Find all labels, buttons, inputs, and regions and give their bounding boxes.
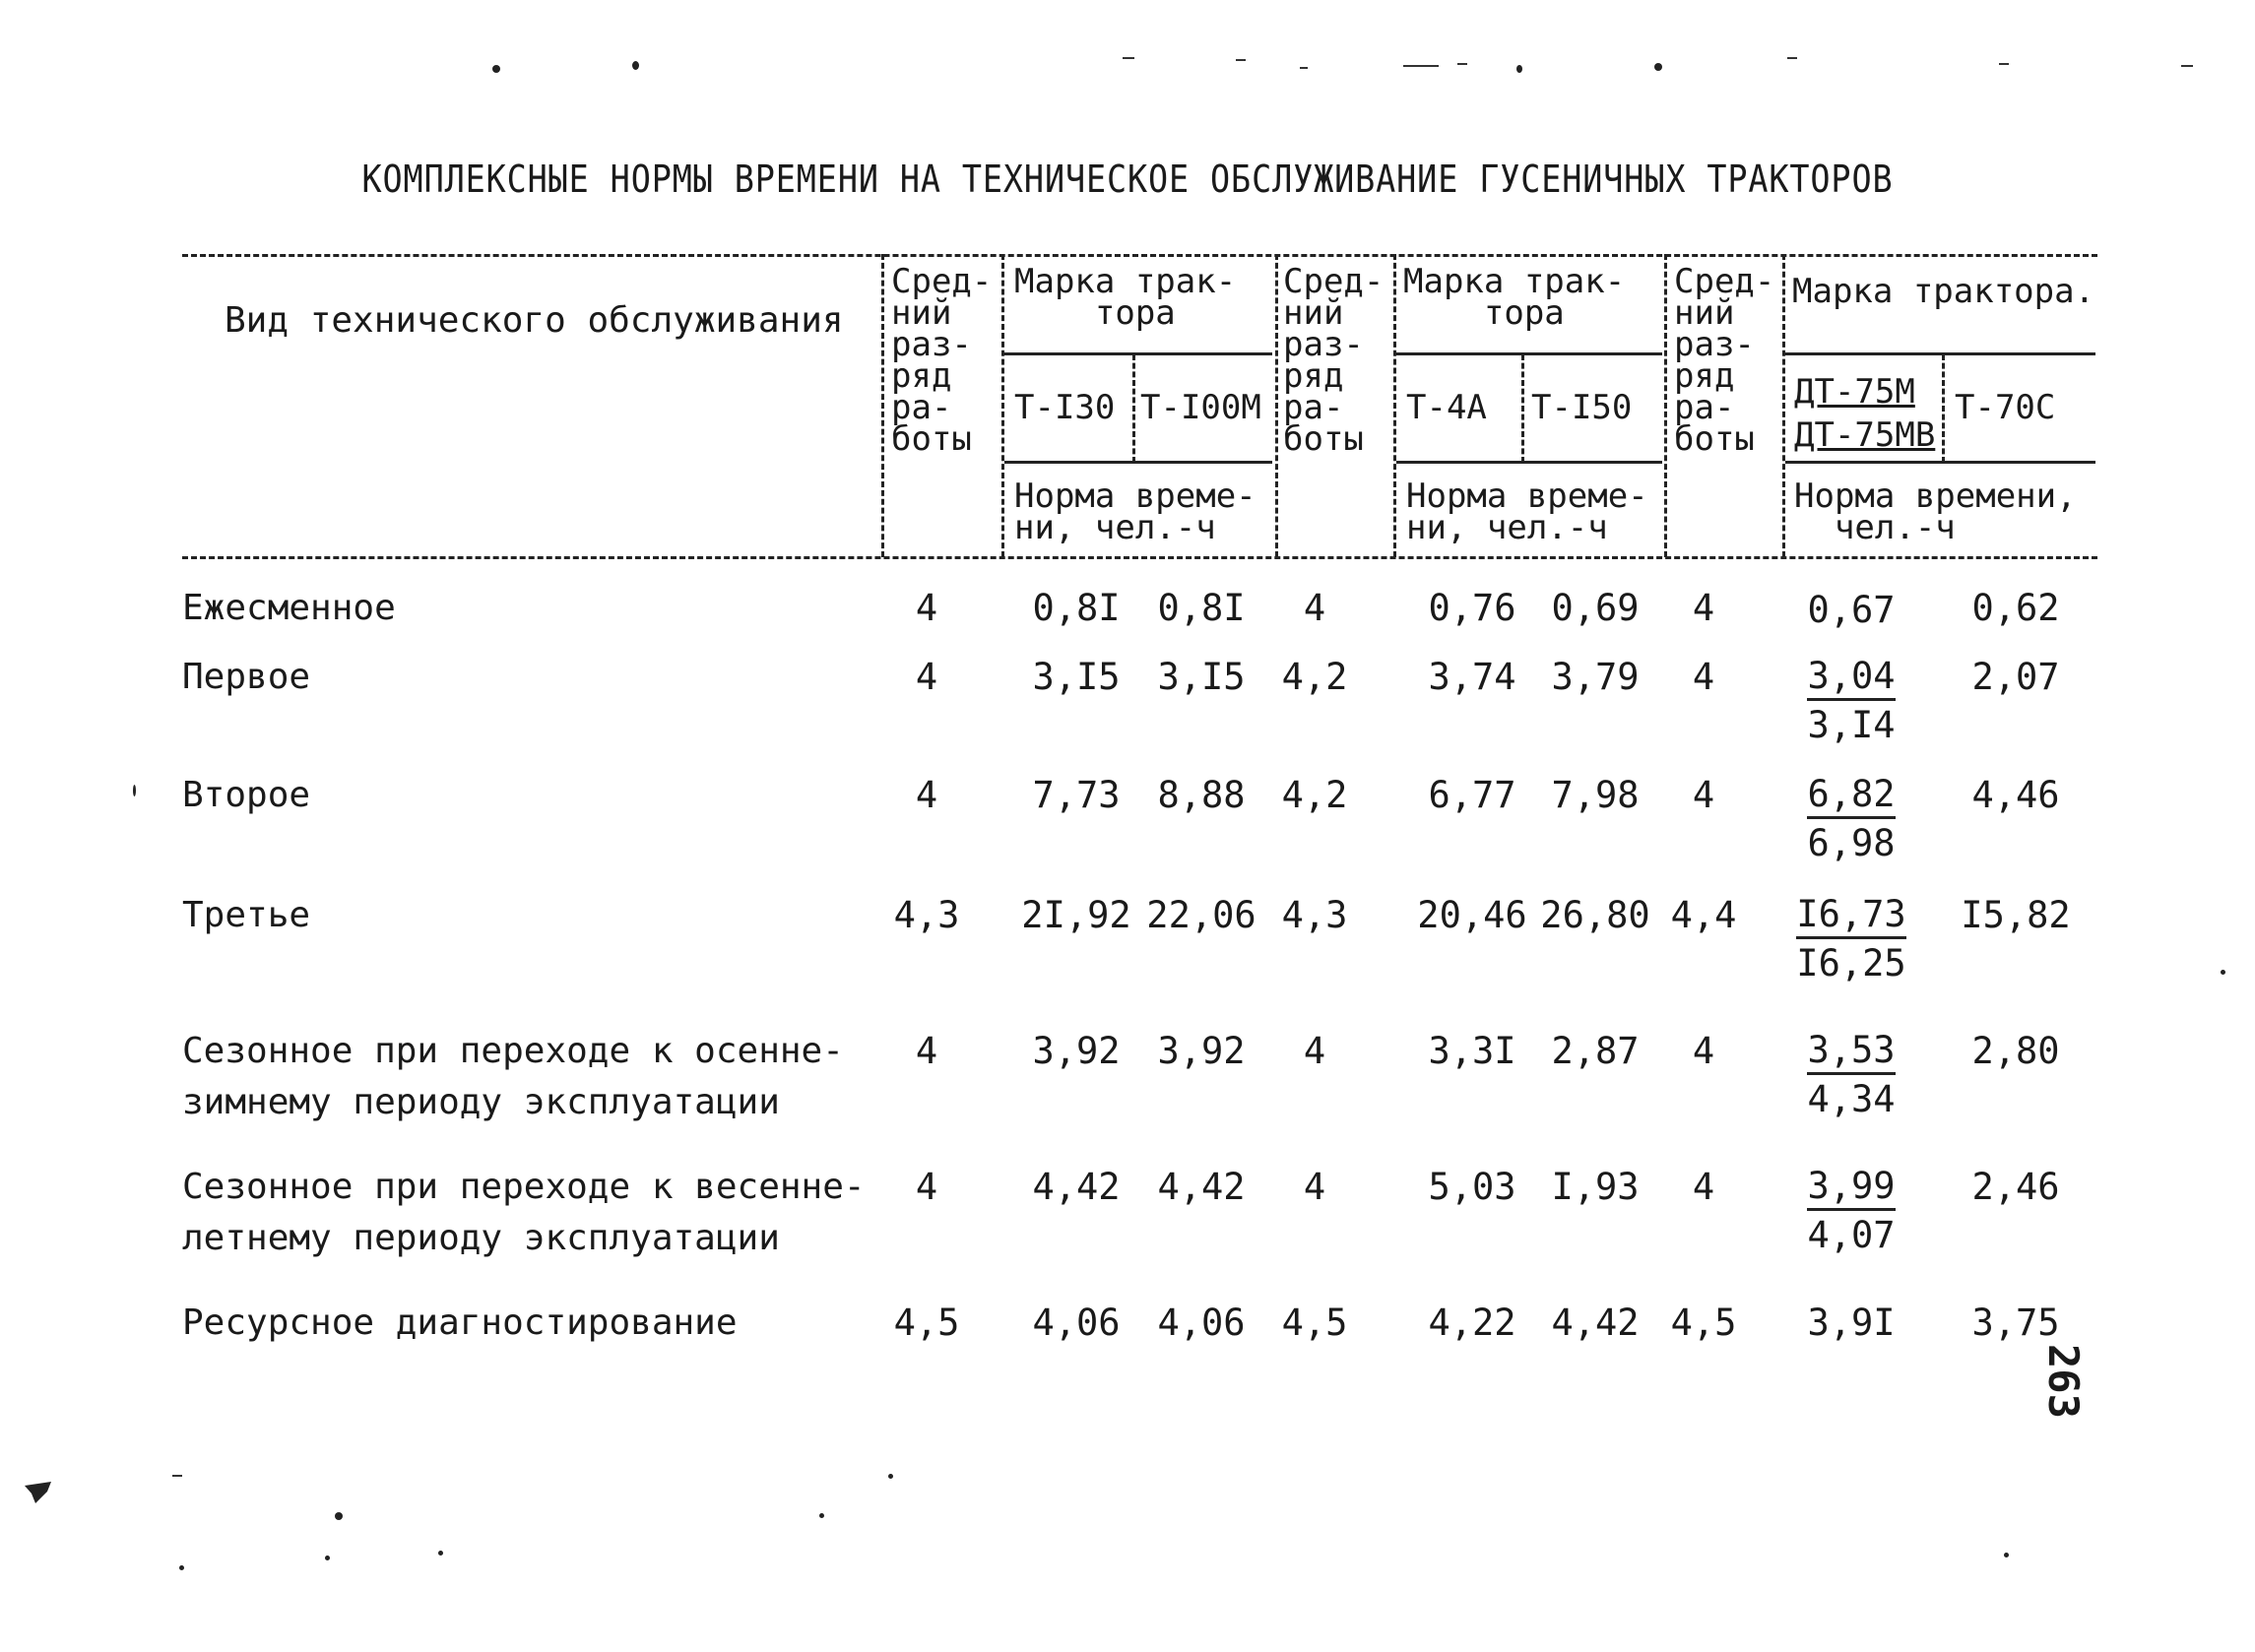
- cell-grade: 4,5: [1670, 1302, 1737, 1344]
- cell-t4a: 20,46: [1417, 894, 1527, 936]
- scan-speck: [1300, 67, 1308, 69]
- cell-t4a: 5,03: [1428, 1166, 1516, 1208]
- scan-blot-icon: [22, 1478, 57, 1507]
- cell-dt75-bottom: 4,34: [1807, 1078, 1896, 1120]
- scan-speck: [1236, 59, 1246, 61]
- cell-grade: 4: [915, 1166, 938, 1208]
- cell-t100m: 3,92: [1157, 1030, 1246, 1072]
- cell-grade: 4,4: [1670, 894, 1737, 936]
- cell-t130: 2I,92: [1021, 894, 1131, 936]
- header-model-dt75m: ДТ-75М: [1794, 372, 1915, 412]
- row-label: Ресурсное диагностирование: [182, 1303, 738, 1343]
- scan-speck: [438, 1551, 443, 1556]
- cell-dt75-bottom: 6,98: [1807, 822, 1896, 864]
- header-brand: Марка трак- тора: [1014, 262, 1237, 333]
- table-top-rule: [182, 254, 2097, 257]
- cell-grade: 4,2: [1281, 774, 1348, 816]
- scan-speck: [888, 1474, 893, 1479]
- scan-speck: [1787, 57, 1797, 59]
- page-number: 263: [2039, 1344, 2088, 1419]
- cell-t70s: 2,46: [1971, 1166, 2060, 1208]
- scan-speck: [632, 61, 639, 70]
- cell-t70s: I5,82: [1961, 894, 2071, 936]
- subheader-line: [1396, 352, 1662, 355]
- cell-t70s: 2,07: [1971, 656, 2060, 698]
- cell-t70s: 4,46: [1971, 774, 2060, 816]
- cell-t100m: 0,8I: [1157, 587, 1246, 629]
- header-model-t150: Т-I50: [1531, 388, 1633, 427]
- cell-t100m: 8,88: [1157, 774, 1246, 816]
- cell-t130: 3,I5: [1032, 656, 1121, 698]
- cell-grade: 4,3: [893, 894, 960, 936]
- header-norm: Норма време- ни, чел.-ч: [1406, 477, 1648, 547]
- subheader-line: [1004, 352, 1272, 355]
- cell-grade: 4: [1303, 1166, 1326, 1208]
- row-label: Сезонное при переходе к весенне- летнему периоду эксплуатации: [182, 1167, 866, 1258]
- subheader-line: [1004, 461, 1272, 464]
- cell-grade: 4: [1692, 587, 1715, 629]
- scan-speck: [1999, 63, 2009, 65]
- cell-grade: 4: [915, 774, 938, 816]
- header-avg-grade: Сред- ний раз- ряд ра- боты: [891, 262, 993, 459]
- scan-speck: [819, 1513, 824, 1518]
- header-brand: Марка трактора.: [1792, 272, 2095, 311]
- cell-grade: 4: [1303, 1030, 1326, 1072]
- row-label: Второе: [182, 775, 311, 815]
- cell-dt75-top: I6,73: [1796, 893, 1905, 939]
- cell-dt75: [1787, 652, 1915, 750]
- subheader-divider: [1521, 354, 1524, 463]
- scan-speck: [133, 785, 136, 796]
- scan-speck: [1123, 57, 1134, 59]
- subheader-line: [1785, 352, 2095, 355]
- subheader-line: [1396, 461, 1662, 464]
- header-norm: Норма времени, чел.-ч: [1794, 477, 2077, 547]
- header-brand: Марка трак- тора: [1403, 262, 1626, 333]
- scan-speck: [2221, 970, 2225, 975]
- cell-dt75-bottom: 3,I4: [1807, 704, 1896, 746]
- scan-speck: [492, 65, 500, 73]
- cell-t130: 4,06: [1032, 1302, 1121, 1344]
- cell-dt75-bottom: I6,25: [1796, 942, 1906, 985]
- cell-dt75: [1787, 587, 1915, 634]
- subheader-divider: [1132, 354, 1135, 463]
- scan-speck: [1457, 63, 1467, 65]
- header-divider: [1393, 254, 1396, 557]
- header-model-dt75mv: ДТ-75МВ: [1794, 415, 1936, 455]
- scan-speck: [335, 1512, 343, 1520]
- cell-t70s: 0,62: [1971, 587, 2060, 629]
- cell-dt75: [1787, 1162, 1915, 1260]
- cell-grade: 4: [1692, 656, 1715, 698]
- cell-t150: 7,98: [1551, 774, 1640, 816]
- cell-t70s: 3,75: [1971, 1302, 2060, 1344]
- cell-t150: 4,42: [1551, 1302, 1640, 1344]
- cell-t130: 7,73: [1032, 774, 1121, 816]
- header-model-t4a: Т-4А: [1406, 388, 1487, 427]
- scan-speck: [1403, 65, 1439, 67]
- cell-t100m: 22,06: [1146, 894, 1256, 936]
- cell-t4a: 3,3I: [1428, 1030, 1516, 1072]
- subheader-line: [1785, 461, 2095, 464]
- cell-dt75-top: 3,99: [1807, 1165, 1895, 1211]
- cell-t150: 0,69: [1551, 587, 1640, 629]
- scan-speck: [2004, 1553, 2009, 1557]
- header-divider: [881, 254, 884, 557]
- cell-t150: 2,87: [1551, 1030, 1640, 1072]
- header-norm: Норма време- ни, чел.-ч: [1014, 477, 1256, 547]
- cell-t4a: 0,76: [1428, 587, 1516, 629]
- cell-t130: 4,42: [1032, 1166, 1121, 1208]
- header-model-t130: Т-I30: [1014, 388, 1116, 427]
- cell-t130: 3,92: [1032, 1030, 1121, 1072]
- table-header-bottom-rule: [182, 556, 2097, 559]
- header-divider: [1664, 254, 1667, 557]
- header-avg-grade: Сред- ний раз- ряд ра- боты: [1283, 262, 1385, 459]
- cell-dt75: 3,9I: [1807, 1302, 1896, 1344]
- header-avg-grade: Сред- ний раз- ряд ра- боты: [1674, 262, 1775, 459]
- row-label: Ежесменное: [182, 588, 396, 628]
- subheader-divider: [1942, 354, 1945, 463]
- header-divider: [1001, 254, 1004, 557]
- cell-grade: 4,5: [1281, 1302, 1348, 1344]
- cell-t100m: 4,42: [1157, 1166, 1246, 1208]
- cell-grade: 4: [915, 1030, 938, 1072]
- cell-t150: 26,80: [1540, 894, 1650, 936]
- cell-t150: 3,79: [1551, 656, 1640, 698]
- cell-dt75-top: 3,04: [1807, 655, 1895, 701]
- scan-speck: [1516, 65, 1522, 73]
- cell-grade: 4: [915, 656, 938, 698]
- cell-grade: 4: [915, 587, 938, 629]
- page-title: КОМПЛЕКСНЫЕ НОРМЫ ВРЕМЕНИ НА ТЕХНИЧЕСКОЕ ОБСЛУЖИВАНИЕ ГУСЕНИЧНЫХ ТРАКТОРОВ: [361, 158, 1894, 201]
- scan-speck: [172, 1475, 182, 1477]
- cell-t100m: 3,I5: [1157, 656, 1246, 698]
- cell-t150: I,93: [1551, 1166, 1640, 1208]
- cell-grade: 4,3: [1281, 894, 1348, 936]
- cell-dt75-top: 3,53: [1807, 1029, 1895, 1075]
- cell-t70s: 2,80: [1971, 1030, 2060, 1072]
- header-divider: [1782, 254, 1785, 557]
- scan-speck: [1654, 63, 1662, 71]
- cell-grade: 4,2: [1281, 656, 1348, 698]
- header-service-type: Вид технического обслуживания: [225, 300, 844, 341]
- row-label: Третье: [182, 895, 311, 935]
- cell-grade: 4: [1692, 1030, 1715, 1072]
- row-label: Первое: [182, 657, 311, 697]
- cell-dt75: [1787, 1026, 1915, 1124]
- cell-dt75: [1787, 890, 1915, 988]
- header-model-t100m: Т-I00М: [1140, 388, 1261, 427]
- cell-dt75-top: 6,82: [1807, 773, 1895, 819]
- row-label: Сезонное при переходе к осенне- зимнему периоду эксплуатации: [182, 1031, 844, 1122]
- cell-t130: 0,8I: [1032, 587, 1121, 629]
- cell-grade: 4: [1303, 587, 1326, 629]
- cell-t4a: 4,22: [1428, 1302, 1516, 1344]
- cell-t100m: 4,06: [1157, 1302, 1246, 1344]
- scan-speck: [325, 1556, 330, 1560]
- cell-grade: 4: [1692, 774, 1715, 816]
- cell-dt75: [1787, 770, 1915, 868]
- header-divider: [1275, 254, 1278, 557]
- scan-speck: [179, 1565, 184, 1570]
- cell-grade: 4: [1692, 1166, 1715, 1208]
- header-model-t70s: Т-70С: [1955, 388, 2056, 427]
- scan-speck: [2181, 65, 2193, 67]
- cell-dt75-bottom: 4,07: [1807, 1214, 1896, 1256]
- scan-blot: [22, 1472, 57, 1517]
- cell-grade: 4,5: [893, 1302, 960, 1344]
- cell-t4a: 3,74: [1428, 656, 1516, 698]
- cell-t4a: 6,77: [1428, 774, 1516, 816]
- cell-dt75-top: 0,67: [1807, 589, 1896, 631]
